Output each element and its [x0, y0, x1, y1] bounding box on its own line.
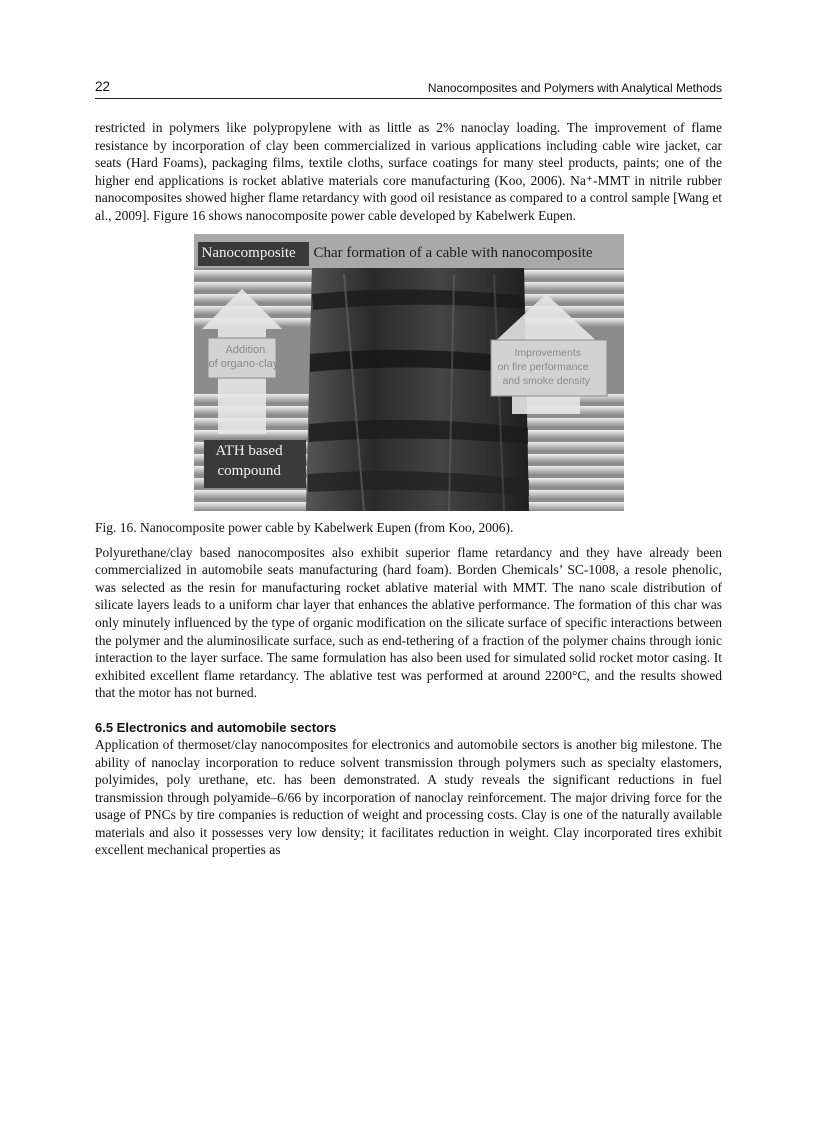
label-ath-line2: compound — [217, 462, 281, 479]
label-ath-line1: ATH based — [215, 442, 283, 459]
paragraph-1: restricted in polymers like polypropylene with as little as 2% nanoclay loading. The improvement of flame resistance by incorporation of clay been commercialized in various applications including cable wire jacket, car seats (Hard Foams), packaging films, textile cloths, surface coatings for many steel products, paints; one of the higher end applications is rocket ablative materials core manufacturing (Koo, 2006). Na⁺-MMT in nitrile rubber nanocomposites showed higher flame retardancy with good oil resistance as compared to a control sample [Wang et al., 2009]. Figure 16 shows nanocomposite power cable developed by Kabelwerk Eupen. — [95, 120, 722, 223]
label-addition-line1: Addition — [225, 343, 266, 356]
running-title: Nanocomposites and Polymers with Analytical Methods — [427, 81, 722, 95]
page-header — [95, 78, 722, 99]
label-improvements-line3: and smoke density — [502, 374, 591, 387]
figure-container — [95, 234, 722, 511]
paragraph-2: Polyurethane/clay based nanocomposites also exhibit superior flame retardancy and they have already been commercialized in automobile seats manufacturing (hard foam). Borden Chemicals’ SC-1008, a resole phenolic, was selected as the resin for manufacturing rocket ablative material with MMT. The nano scale distribution of silicate layers leads to a uniform char layer that enhances the ablative performance. The formation of this char was only minutely influenced by the type of organic modification on the silicate surface of specific interactions between the polymer and the aluminosilicate surface, such as end-tethering of a fraction of the polymer chains through ionic interaction to the layer surface. The same formulation has also been used for simulated solid rocket motor casing. It exhibited excellent flame retardancy. The ablative test was performed at around 2200°C, and the results showed that the motor has not burned. — [95, 544, 722, 701]
label-char-formation: Char formation of a cable with nanocomposite — [313, 244, 593, 261]
page-number: 22 — [95, 79, 111, 94]
paragraph-3: Application of thermoset/clay nanocomposites for electronics and automobile sectors is another big milestone. The ability of nanoclay incorporation to reduce solvent transmission through polymers such as specialty elastomers, polyimides, poly urethane, etc. has been demonstrated. A study reveals the significant reductions in fuel transmission through polyamide–6/66 by incorporation of nanoclay reinforcement. The major driving force for the usage of PNCs by tire companies is reduction of weight and processing costs. Clay is one of the naturally available materials and also it possesses very low density; it facilitates reduction in weight. Clay incorporated tires exhibit excellent mechanical properties as — [95, 736, 722, 858]
page-body — [95, 78, 722, 859]
label-improvements-line1: Improvements — [514, 346, 582, 359]
section-heading: 6.5 Electronics and automobile sectors — [95, 719, 337, 735]
figure-caption: Fig. 16. Nanocomposite power cable by Kabelwerk Eupen (from Koo, 2006). — [95, 519, 514, 535]
label-improvements-line2: on fire performance — [497, 360, 589, 373]
cable-photo — [194, 234, 624, 511]
label-nanocomposite: Nanocomposite — [201, 244, 296, 261]
label-addition-line2: of organo-clay — [208, 357, 279, 370]
